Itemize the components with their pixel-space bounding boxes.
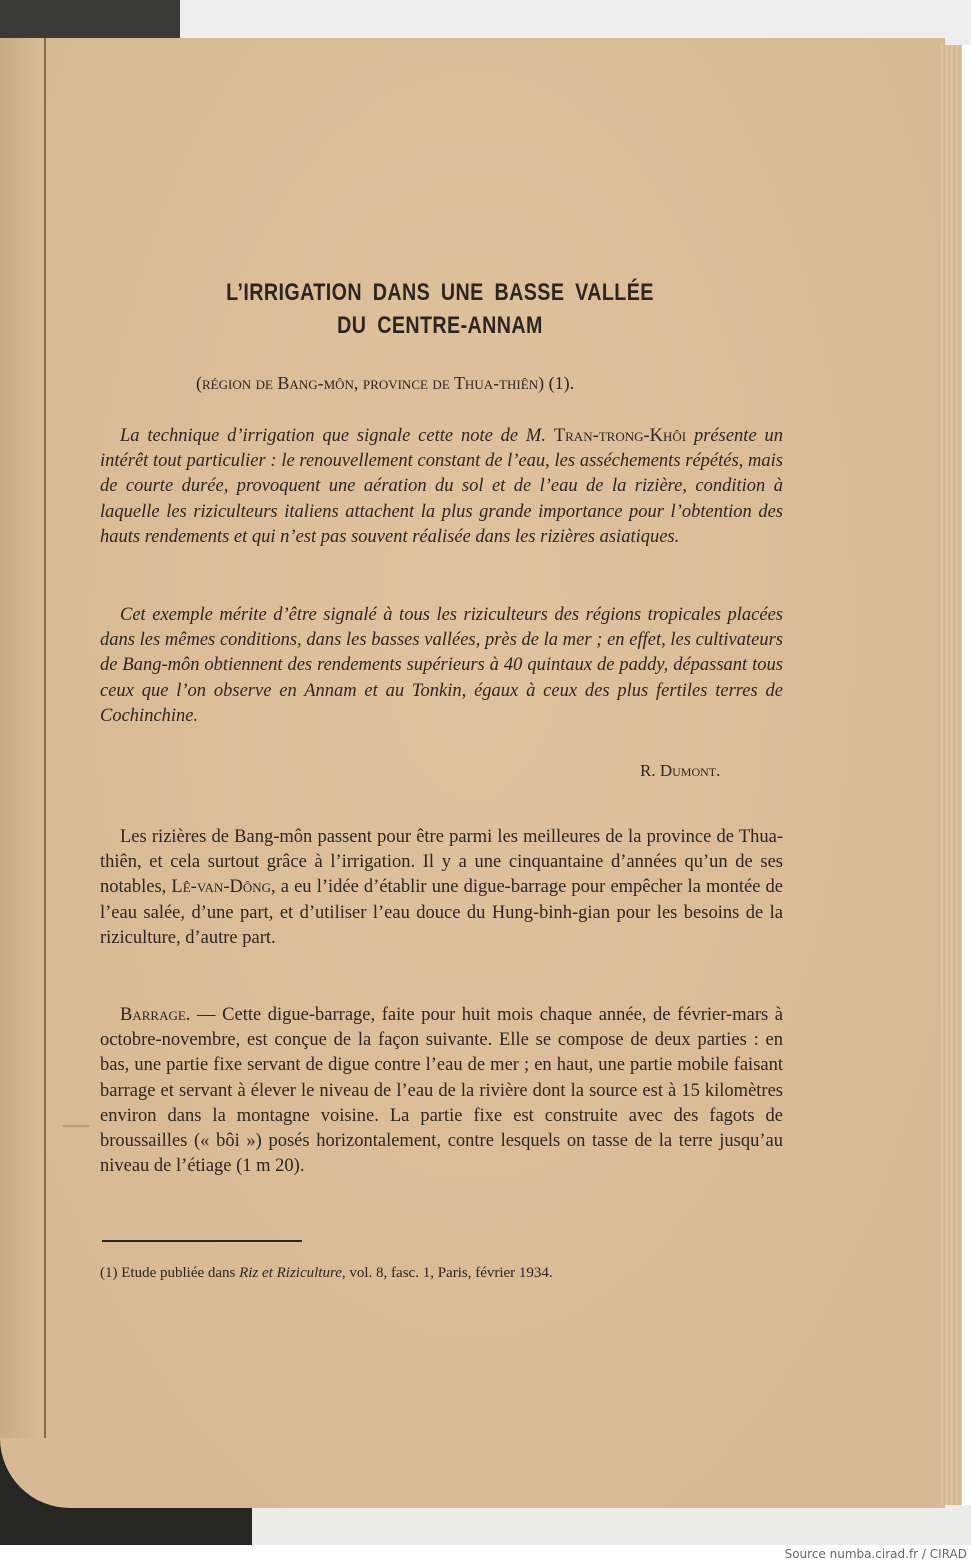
body-p2-text: — Cette digue-barrage, faite pour huit mois chaque année, de février-mars à octobre-novembre, est conçue de la façon suivante. Elle se compose de deux parties : en bas, une partie fixe servant de digue contre l’eau de mer ; en haut, une partie mobile faisant barrage et servant à élever le niveau de l’eau de la rivière dont la source est à 15 kilomètres environ dans la montagne voisine. La partie fixe est construite avec des fagots de broussailles (« bôi ») posés horizontalement, contre lesquels on tasse de la terre jusqu’au niveau de l’étiage (1 m 20). bbox=[100, 1005, 783, 1177]
article-title bbox=[210, 276, 669, 342]
intro-signature: R. Dumont. bbox=[640, 761, 721, 780]
notable-name: Lê-van-Dông bbox=[171, 877, 271, 898]
article-subtitle: (région de Bang-môn, province de Thua-thiên) (1). bbox=[196, 373, 575, 393]
intro-paragraph-1 bbox=[100, 424, 783, 550]
body-paragraph-1 bbox=[100, 825, 783, 951]
footnote-text-b: , vol. 8, fasc. 1, Paris, février 1934. bbox=[341, 1265, 553, 1281]
body-p1-text-b: , a eu l’idée d’établir une digue-barrage pour empêcher la montée de l’eau salée, d’une part, et d’utiliser l’eau douce du Hung-binh-gian pour les besoins de la riziculture, d’autre part. bbox=[100, 877, 784, 948]
intro-p2-text: Cet exemple mérite d’être signalé à tous les riziculteurs des régions tropicales placées dans les mêmes conditions, dans les basses vallées, près de la mer ; en effet, les cultivateurs de Bang-môn obtiennent des rendements supérieurs à 40 quintaux de paddy, dépassant tous ceux que l’on observe en Annam et au Tonkin, égaux à ceux des plus fertiles terres de Cochinchine. bbox=[100, 605, 783, 726]
margin-pencil-mark bbox=[63, 1125, 89, 1127]
section-heading-barrage: Barrage. bbox=[120, 1005, 191, 1025]
journal-title: Riz et Riziculture bbox=[239, 1265, 342, 1281]
title-line-2: DU CENTRE-ANNAM bbox=[337, 312, 543, 339]
footnote-rule bbox=[102, 1240, 302, 1242]
intro-paragraph-2 bbox=[100, 603, 783, 729]
page-edges-stack bbox=[938, 45, 962, 1505]
source-credit: Source numba.cirad.fr / CIRAD bbox=[784, 1547, 967, 1561]
page-gutter bbox=[0, 38, 46, 1438]
body-paragraph-barrage bbox=[100, 1003, 783, 1179]
book-page bbox=[0, 38, 945, 1508]
body-p1-text-a: Les rizières de Bang-môn passent pour être parmi les meilleures de la province de Thua-thiên, et cela surtout grâce à l’irrigation. Il y a une cinquantaine d’années qu’un de ses notables, bbox=[100, 827, 783, 898]
footnote-text-a: (1) Etude publiée dans bbox=[100, 1265, 240, 1281]
footnote bbox=[100, 1265, 553, 1282]
intro-p1-text-b: présente un intérêt tout particulier : le renouvellement constant de l’eau, les asséchements répétés, mais de courte durée, provoquent une aération du sol et de l’eau de la rizière, condition à laquelle les riziculteurs italiens attachent la plus grande importance pour l’obtention des hauts rendements et qui n’est pas souvent réalisée dans les rizières asiatiques. bbox=[100, 426, 783, 547]
intro-p1-text-a: La technique d’irrigation que signale cette note de M. bbox=[120, 426, 554, 446]
author-name: Tran-trong-Khôi bbox=[553, 426, 687, 446]
title-line-1: L’IRRIGATION DANS UNE BASSE VALLÉE bbox=[226, 279, 654, 306]
